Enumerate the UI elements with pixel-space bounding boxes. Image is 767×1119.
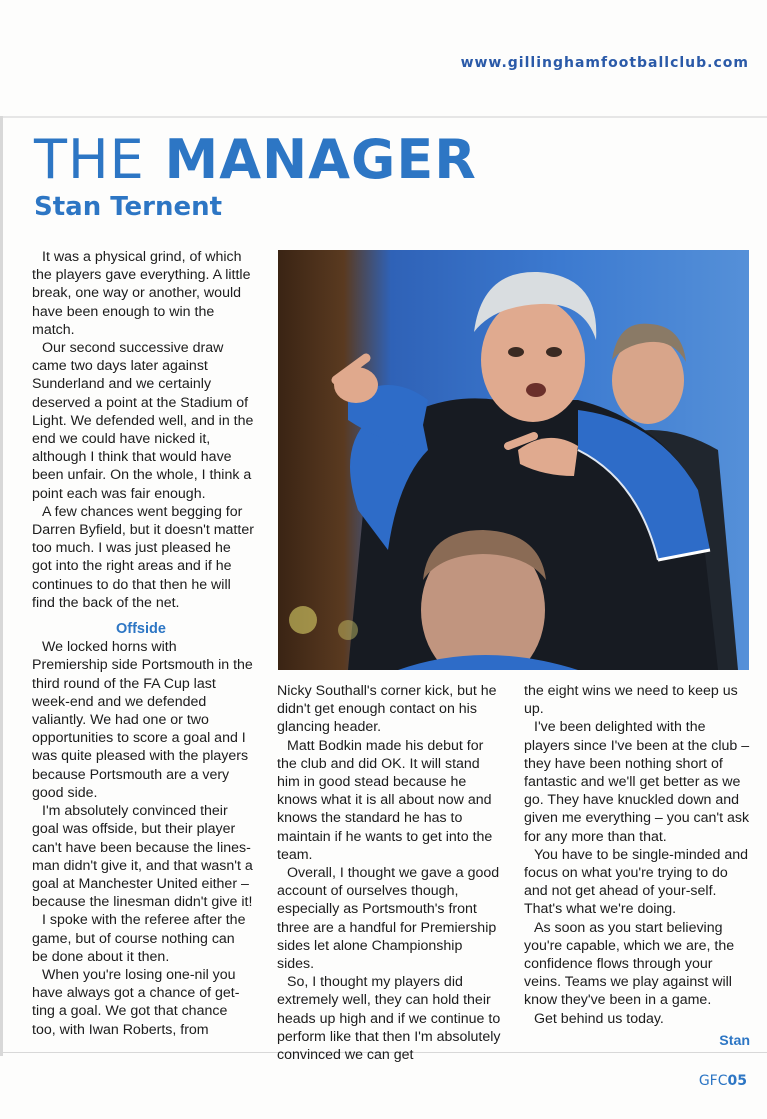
paragraph: Matt Bodkin made his debut for the club and did OK. It will stand him in good stead because he knows what it is all about now and knows the standard he has to maintain if he wants to get into the team.	[277, 737, 493, 863]
article-column-1	[32, 248, 254, 1039]
paragraph: We locked horns with Premiership side Portsmouth in the third round of the FA Cup last week-end and we defended valiantly. We had one or two opportunities to score a goal and I was quite pleased with the players because Portsmouth are a very good side.	[32, 639, 253, 801]
title-part-1: THE	[34, 128, 145, 191]
manager-photo-illustration	[278, 250, 749, 670]
article-column-3	[524, 682, 750, 1050]
signoff: Stan	[719, 1032, 750, 1049]
manager-photo	[278, 250, 749, 670]
paragraph: I've been delighted with the players since I've been at the club – they have been nothing short of fantastic and we'll get better as we go. They have knuckled down and given me everything – you can't ask for any more than that.	[524, 719, 750, 845]
paragraph: When you're losing one-nil you have always got a chance of get-ting a goal. We got that chance too, with Iwan Roberts, from	[32, 966, 240, 1038]
left-rule	[0, 116, 3, 1056]
paragraph: I'm absolutely convinced their goal was offside, but their player can't have been because the lines-man didn't give it, and that wasn't a goal at Manchester United either – because the linesman didn't give it!	[32, 803, 253, 911]
bokeh-light	[338, 620, 358, 640]
paragraph: It was a physical grind, of which the players gave everything. A little break, one way or another, would have been enough to win the match.	[32, 249, 251, 338]
paragraph: the eight wins we need to keep us up.	[524, 683, 738, 718]
paragraph: As soon as you start believing you're capable, which we are, the confidence flows through your veins. Teams we play against will know they've been in a game.	[524, 919, 735, 1009]
author-name: Stan Ternent	[34, 192, 223, 222]
page-title	[34, 128, 477, 192]
paragraph: Get behind us today.	[534, 1010, 664, 1027]
top-rule	[0, 116, 767, 118]
paragraph: Our second successive draw came two days later against Sunderland and we certainly deserved a point at the Stadium of Light. We defended well, and in the end we could have nicked it, although I think that would have been unfair. On the whole, I think a point each was fair enough.	[32, 340, 254, 502]
website-url[interactable]: www.gillinghamfootballclub.com	[460, 55, 749, 71]
paragraph: Nicky Southall's corner kick, but he didn't get enough contact on his glancing header.	[277, 683, 497, 736]
subheading-offside: Offside	[116, 621, 166, 638]
bokeh-light	[289, 606, 317, 634]
folio-number: 05	[727, 1073, 747, 1089]
paragraph: You have to be single-minded and focus on what you're trying to do and not get ahead of your-self. That's what we're doing.	[524, 846, 749, 918]
paragraph: Overall, I thought we gave a good account of ourselves though, especially as Portsmouth's front three are a handful for Premiership sides let alone Championship sides.	[277, 865, 500, 973]
folio-prefix: GFC	[698, 1073, 728, 1089]
paragraph: I spoke with the referee after the game, but of course nothing can be done about it then.	[32, 912, 246, 965]
page-number	[699, 1073, 747, 1089]
paragraph: A few chances went begging for Darren Byfield, but it doesn't matter too much. I was just pleased he got into the right areas and if he continues to do that then he will find the back of the net.	[32, 503, 254, 611]
paragraph: So, I thought my players did extremely well, they can hold their heads up high and if we continue to perform like that then I'm absolutely convinced we can get	[277, 974, 501, 1064]
title-part-2: MANAGER	[164, 128, 477, 191]
article-column-2	[277, 682, 501, 1064]
